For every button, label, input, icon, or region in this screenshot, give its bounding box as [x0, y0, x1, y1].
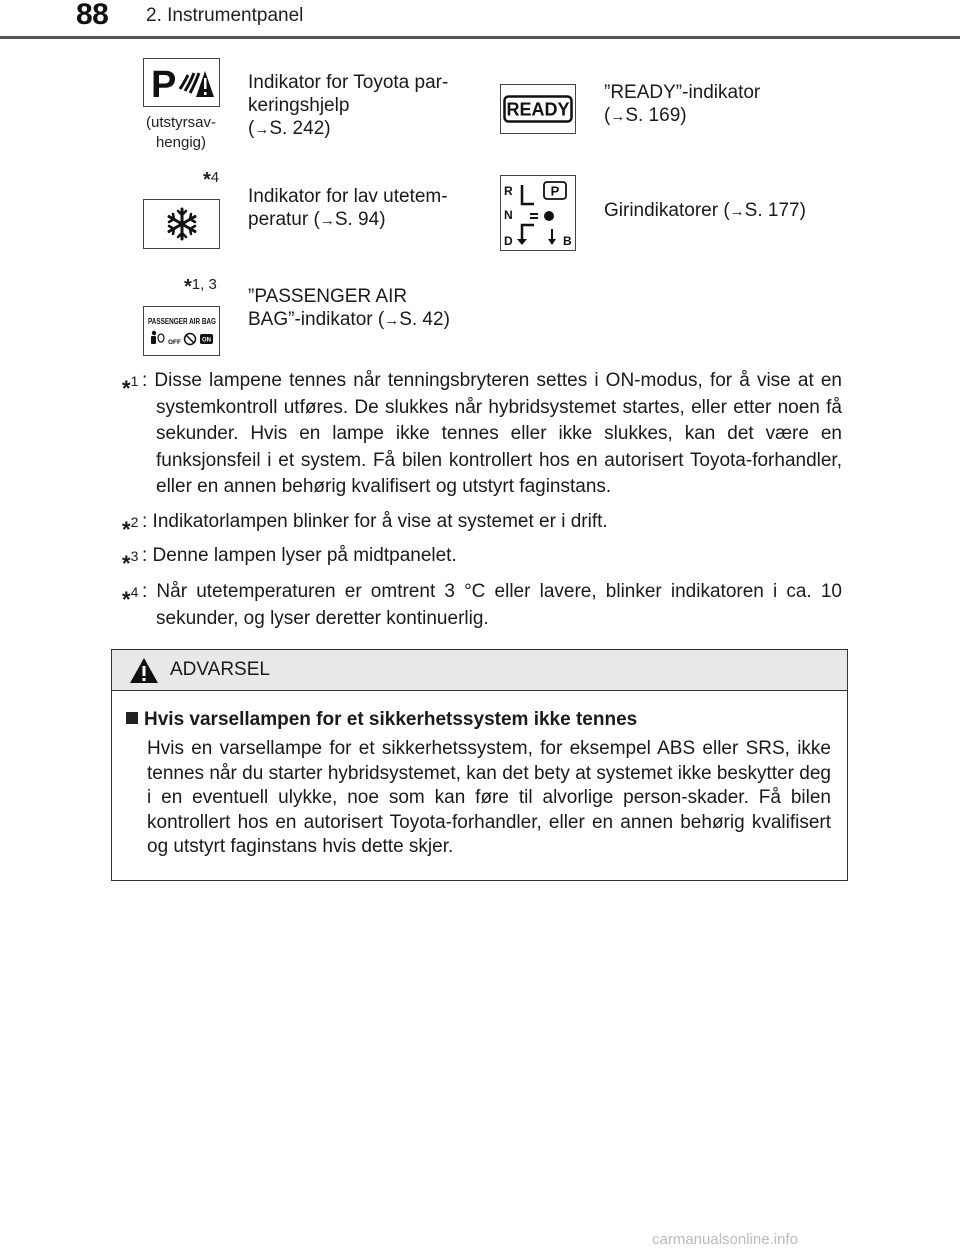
- page-ref-link[interactable]: S. 169: [625, 105, 681, 126]
- page-reference: peratur (→S. 94): [248, 209, 386, 230]
- footnote-4: [122, 579, 842, 632]
- arrow-right-icon: →: [254, 121, 270, 138]
- parking-assist-icon: [147, 61, 217, 105]
- passenger-airbag-icon: [145, 309, 219, 353]
- arrow-right-icon: →: [319, 212, 335, 229]
- page-header: [0, 0, 960, 40]
- svg-text:P: P: [550, 183, 560, 199]
- optional-note-line-1: (utstyrsav-: [145, 114, 216, 131]
- ready-indicator-box: [500, 84, 576, 134]
- svg-text:B: B: [563, 234, 572, 248]
- page-reference: (→S. 169): [604, 105, 687, 126]
- footnote-marker: *$^4$: [122, 584, 139, 612]
- page-reference: (→S. 242): [248, 118, 331, 139]
- ready-description: [604, 81, 844, 128]
- arrow-right-icon: →: [384, 312, 400, 329]
- svg-text:OFF: OFF: [167, 339, 181, 346]
- footnote-ref-1-3: *1, 3: [184, 276, 217, 298]
- footnote-3: [122, 543, 842, 576]
- footnote-ref-4: *4: [203, 169, 220, 191]
- parking-assist-description: [248, 71, 478, 141]
- footnote-marker: *$^2$: [122, 514, 139, 542]
- page-ref-link[interactable]: S. 242: [269, 118, 325, 139]
- footnote-marker: *$^3$: [122, 548, 139, 576]
- text-line: ”PASSENGER AIR: [248, 286, 408, 307]
- ready-indicator-icon: [503, 95, 573, 123]
- footnote-1: [122, 368, 842, 501]
- low-temperature-indicator-box: [143, 199, 220, 249]
- svg-text:ON: ON: [201, 337, 211, 344]
- text-line: ”READY”-indikator: [604, 82, 761, 103]
- footnote-text: : Indikatorlampen blinker for å vise at systemet er i drift.: [142, 511, 608, 532]
- footnote-text: : Disse lampene tennes når tenningsbryteren settes i ON-modus, for å vise at en systemkontroll utføres. De slukkes når hybridsystemet startes, eller etter noen få sekunder. Hvis en lampe ikke tennes eller ikke slukkes, kan det være en funksjonsfeil i et system. Få bilen kontrollert hos en autorisert Toyota-forhandler, eller en annen behørig kvalifisert og utstyrt faginstans.: [142, 370, 842, 497]
- text-line: Indikator for lav utetem-: [248, 186, 448, 207]
- footnote-text: : Denne lampen lyser på midtpanelet.: [142, 545, 457, 566]
- arrow-right-icon: →: [729, 203, 745, 220]
- gear-indicator-icon: [502, 177, 574, 249]
- page-ref-link[interactable]: S. 177: [744, 200, 800, 221]
- watermark: carmanualsonline.info: [652, 1231, 798, 1248]
- warning-header: [112, 650, 847, 691]
- page-reference: BAG”-indikator (→S. 42): [248, 309, 450, 330]
- footnote-2: [122, 509, 842, 542]
- footnote-text: : Når utetemperaturen er omtrent 3 °C eller lavere, blinker indikatoren i ca. 10 sekunder, og lyser deretter kontinuerlig.: [142, 581, 842, 629]
- parking-assist-indicator-box: [143, 58, 220, 107]
- section-title: 2. Instrumentpanel: [146, 5, 304, 26]
- svg-text:N: N: [504, 208, 513, 222]
- page-number: 88: [76, 0, 109, 31]
- optional-note-line-2: hengig): [155, 134, 207, 151]
- passenger-airbag-indicator-box: [143, 306, 220, 356]
- svg-text:P: P: [150, 63, 176, 106]
- snowflake-icon: [164, 206, 200, 242]
- text-line: keringshjelp: [248, 95, 350, 116]
- warning-text: Hvis en varsellampe for et sikkerhetssystem, for eksempel ABS eller SRS, ikke tennes når du starter hybridsystemet, kan det bety at systemet ikke beskytter deg i en eventuell ulykke, noe som kan føre til alvorlige person-skader. Få bilen kontrollert hos en autorisert Toyota-forhandler, eller en annen behørig kvalifisert og utstyrt faginstans hvis dette skjer.: [147, 738, 831, 857]
- ready-label: READY: [506, 99, 570, 120]
- svg-text:R: R: [504, 184, 513, 198]
- gear-indicator-box: [500, 175, 576, 251]
- warning-box: [111, 649, 848, 881]
- passenger-airbag-description: [248, 285, 488, 332]
- bullet-square-icon: [126, 712, 138, 724]
- page-ref-link[interactable]: S. 42: [399, 309, 444, 330]
- warning-subtitle: Hvis varsellampen for et sikkerhetssystem ikke tennes: [126, 709, 637, 731]
- warning-triangle-icon: [129, 657, 159, 684]
- footnote-marker: *$^1$: [122, 373, 139, 401]
- gear-description: [604, 199, 844, 223]
- low-temperature-description: [248, 185, 478, 232]
- svg-text:PASSENGER AIR BAG: PASSENGER AIR BAG: [147, 316, 216, 326]
- warning-title: ADVARSEL: [170, 659, 270, 680]
- header-divider: [0, 36, 960, 39]
- page-reference: Girindikatorer (→S. 177): [604, 200, 806, 221]
- text-line: Indikator for Toyota par-: [248, 72, 449, 93]
- optional-equipment-note: [130, 113, 232, 153]
- svg-text:D: D: [504, 234, 513, 248]
- page-ref-link[interactable]: S. 94: [334, 209, 380, 230]
- arrow-right-icon: →: [610, 108, 626, 125]
